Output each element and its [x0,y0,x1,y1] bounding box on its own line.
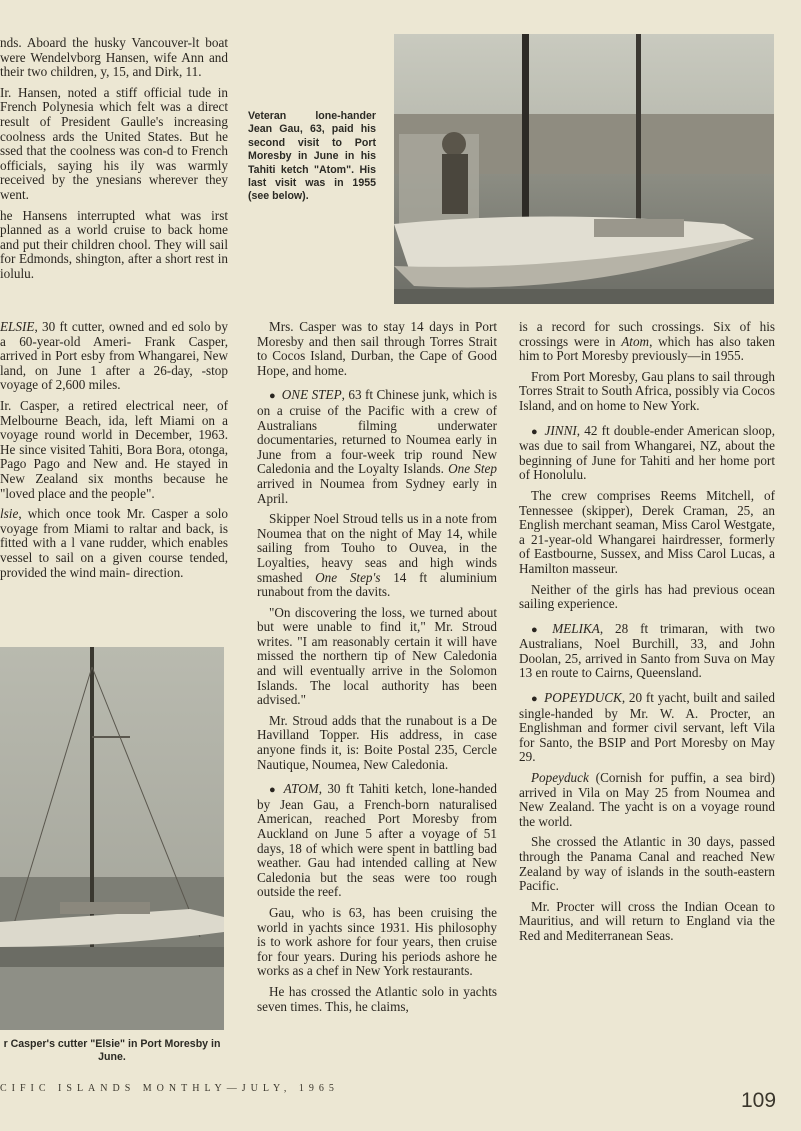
photo-caption-bottom: r Casper's cutter "Elsie" in Port Moresby in June. [3,1038,221,1064]
paragraph [257,512,497,600]
column-3 [519,320,775,950]
vessel-name-popeyduck: POPEYDUCK [544,690,622,706]
paragraph-popeyduck [519,691,775,765]
vessel-name-elsie: ELSIE [0,319,35,334]
paragraph: nds. Aboard the husky Vancouver-lt boat were Wendelvborg Hansen, wife Ann and their two children, y, 15, and Dirk, 11. [0,35,228,80]
vessel-name-jinni: JINNI [544,422,577,438]
bullet-icon: ● [531,623,547,636]
photo-atom-ketch [394,34,774,304]
vessel-name-italic: One Step [448,461,497,477]
vessel-name-atom: ATOM [283,781,319,797]
paragraph: "On discovering the loss, we turned about but were unable to find it," Mr. Stroud writes. "I am reasonably certain it will have missed the northern tip of New Caledonia and will eventually arrive in the Solomon Islands. The local authority has been advised." [257,604,497,708]
bullet-icon: ● [531,425,539,438]
paragraph-atom [257,782,497,900]
paragraph-text: , 30 ft cutter, owned and ed solo by a 60-year-old Ameri- Frank Casper, arrived in Port esby from Whangarei, New land, on June 1 after a 26-day, -stop voyage of 2,600 miles. [0,319,228,393]
paragraph: She crossed the Atlantic in 30 days, passed through the Panama Canal and reached New Zealand by way of islands in the south-eastern Pacific. [519,834,775,894]
paragraph-text: , which once took Mr. Casper a solo voyage from Miami to raltar and back, is fitted with a l vane rudder, which enables vessel to sail on a given course tended, provided the wind main- direction. [0,506,228,580]
paragraph: Gau, who is 63, has been cruising the world in yachts since 1931. His philosophy is to work ashore for four years, then cruise for four years. During his periods ashore he works as a chef in New York restaurants. [257,904,497,979]
paragraph-text: , 42 ft double-ender American sloop, was due to sail from Whangarei, NZ, about the beginning of June for Tahiti and her home port of Honolulu. [519,422,775,483]
paragraph [519,771,775,829]
ketch-photo-graphic [394,34,774,304]
paragraph: he Hansens interrupted what was irst planned as a world cruise to back home and put their children chool. They will sail for Edmonds, shington, after a short rest in iolulu. [0,207,228,281]
paragraph-text: , 30 ft Tahiti ketch, lone-handed by Jean Gau, a French-born naturalised American, reached Port Moresby from Auckland on June 5 after a voyage of 51 days, 18 of which were spent in battling bad weather. Gau had intended calling at New Caledonia but the seas were too rough outside the reef. [257,781,497,900]
paragraph-text: (Cornish for puffin, a sea bird) arrived in Vila on May 25 from Noumea and New Zealand. The yacht is on a voyage round the world. [519,770,775,829]
column-1-bottom [0,320,228,586]
paragraph-jinni [519,424,775,483]
paragraph-text: Skipper Noel Stroud tells us in a note from Noumea that on the night of May 14, while sailing from Touho to Ouvea, in the Loyalties, heavy seas and high winds smashed [257,511,497,585]
paragraph: Mrs. Casper was to stay 14 days in Port Moresby and then sail through Torres Strait to Cocos Island, Durban, the Cape of Good Hope, and home. [257,319,497,378]
paragraph-elsie [0,320,228,393]
paragraph [519,320,775,364]
column-2 [257,320,497,1020]
column-1-top [0,36,228,288]
paragraph: Ir. Casper, a retired electrical neer, of Melbourne Beach, ida, left Miami on a voyage round world in December, 1963. He since visited Tahiti, Bora Bora, otonga, Pago Pago and New and. He stayed in New Zealand six months because he "loved place and the people". [0,397,228,501]
vessel-name-italic: One Step's [315,569,381,585]
paragraph: From Port Moresby, Gau plans to sail through Torres Strait to South Africa, possibly via Cocos Island, and on home to New York. [519,368,775,413]
page-number: 109 [741,1089,777,1112]
photo-elsie-cutter [0,647,224,1030]
bullet-icon: ● [269,784,278,797]
paragraph: He has crossed the Atlantic solo in yachts seven times. This, he claims, [257,983,497,1014]
paragraph-text: , which has also taken him to Port Moresby previously—in 1955. [519,333,776,364]
running-footer-title: CIFIC ISLANDS MONTHLY—JULY, 1965 [0,1083,339,1094]
paragraph-text: 14 ft aluminium runabout from the davits. [257,569,497,600]
paragraph-melika [519,622,775,681]
vessel-name-italic: Popeyduck [531,770,589,786]
vessel-name-italic: Atom [621,333,650,349]
paragraph: Mr. Stroud adds that the runabout is a De Havilland Topper. His address, in case anyone finds it, is: Boite Postal 235, Cercle Nautique, Noumea, New Caledonia. [257,712,497,772]
paragraph: Neither of the girls has had previous ocean sailing experience. [519,581,775,612]
cutter-photo-graphic [0,647,224,1030]
paragraph: Mr. Procter will cross the Indian Ocean to Mauritius, and will return to England via the Red and Mediterranean Seas. [519,898,775,943]
vessel-name-one-step: ONE STEP [281,387,342,403]
paragraph: Ir. Hansen, noted a stiff official tude in French Polynesia which felt was a direct result of President Gaulle's increasing coolness ards the United States. But he ssed that the coolness was con-d to French officials, saying his ily was warmly received by the ynesians wherever they went. [0,84,228,202]
paragraph-one-step [257,388,497,506]
paragraph-text: , 63 ft Chinese junk, which is on a cruise of the Pacific with a crew of Australians filming underwater documentaries, returned to Noumea early in June from a four-week trip round New Caledonia and the Loyalty Islands. [257,387,497,477]
paragraph-text: , 20 ft yacht, built and sailed single-handed by Mr. W. A. Procter, an Englishman and former civil servant, left Vila for Santo, the BSIP and Port Moresby on May 29. [519,690,775,765]
photo-caption-top: Veteran lone-hander Jean Gau, 63, paid his second visit to Port Moresby in June in his Tahiti ketch "Atom". His last visit was in 1955 (see below). [248,110,376,203]
paragraph-text: is a record for such crossings. Six of his crossings were in [519,319,775,349]
vessel-name-italic: lsie [0,506,19,522]
paragraph: The crew comprises Reems Mitchell, of Tennessee (skipper), Derek Craman, 25, an English merchant seaman, Miss Carol Westgate, a 21-year-old Whangarei hairdresser, formerly of Eastbourne, Sussex, and Miss Carol Lucas, a Hamilton masseur. [519,487,775,576]
paragraph-text: , 28 ft trimaran, with two Australians, Noel Burchill, 33, and John Doolan, 25, arrived in Santo from Suva on May 13 en route to Cairns, Queensland. [519,620,775,681]
bullet-icon: ● [531,693,539,706]
paragraph [0,507,228,580]
bullet-icon: ● [269,390,276,403]
paragraph-text: arrived in Noumea from Sydney early in April. [257,475,497,506]
vessel-name-melika: MELIKA [552,620,600,636]
